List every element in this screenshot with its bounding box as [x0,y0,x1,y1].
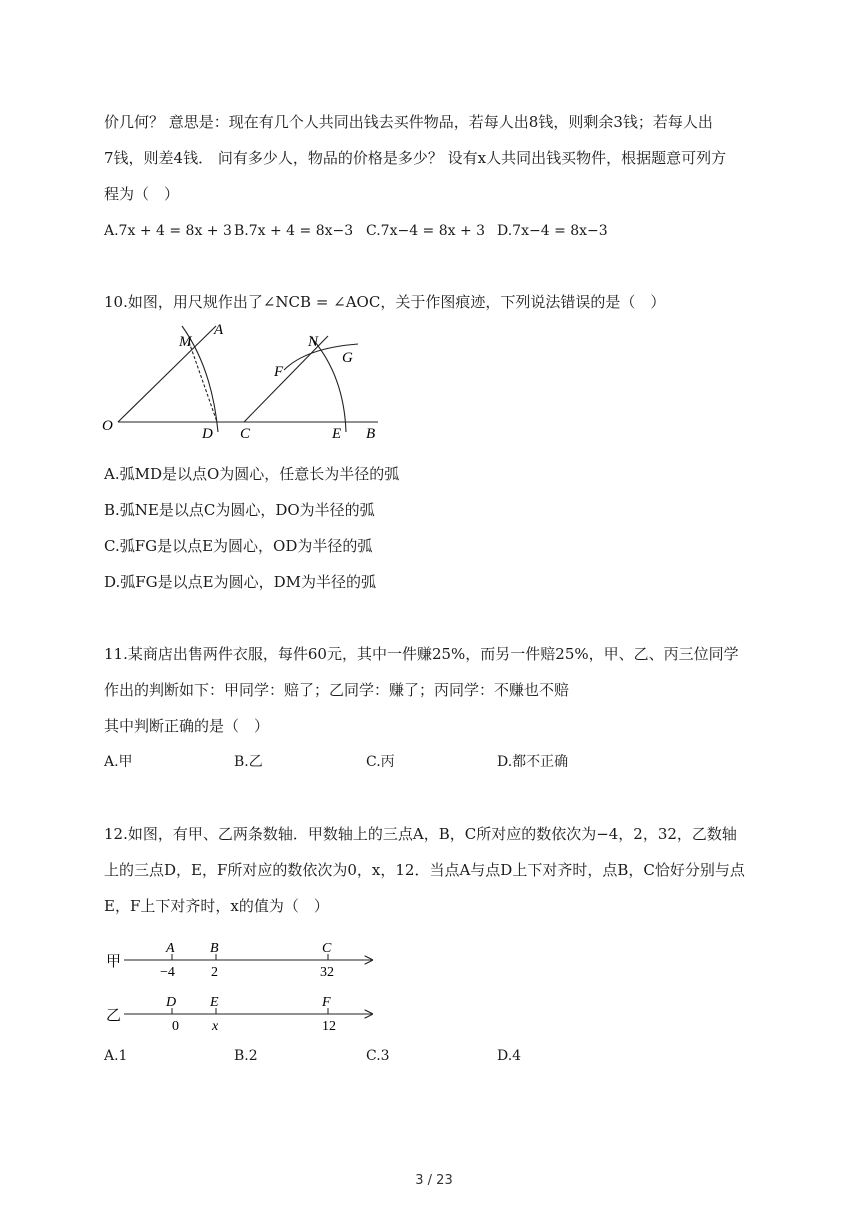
q9-line-1: 价几何？ 意思是：现在有几个人共同出钱去买件物品，若每人出8钱，则剩余3钱；若每人出 [104,113,713,131]
label-d: D [202,426,213,442]
q10-stem: 10.如图，用尺规作出了∠NCB = ∠AOC，关于作图痕迹，下列说法错误的是（ ） [104,293,666,311]
q9-option-c: C.7x−4 = 8x + 3 [366,223,486,239]
q10-option-c: C.弧FG是以点E为圆心，OD为半径的弧 [104,537,373,555]
q12-line-3: E，F上下对齐时，x的值为（ ） [104,897,329,915]
q11-option-b: B.乙 [234,754,263,770]
point-d-label: D [166,995,177,1010]
label-f: F [274,364,284,380]
axis-yi-name: 乙 [106,1008,122,1024]
q11-option-a: A.甲 [104,754,133,770]
q10-option-b: B.弧NE是以点C为圆心，DO为半径的弧 [104,501,375,519]
point-e-label: E [210,995,219,1010]
q9-line-3: 程为（ ） [104,185,180,203]
point-c-value: 32 [320,965,334,980]
ray-oa [118,326,216,422]
point-a-value: −4 [160,965,175,980]
q9-option-a: A.7x + 4 = 8x + 3 [104,223,232,239]
q11-line-2: 作出的判断如下：甲同学：赔了；乙同学：赚了；丙同学：不赚也不赔 [104,681,570,699]
dashed-md [189,342,217,422]
q12-line-2: 上的三点D，E，F所对应的数依次为0，x，12．当点A与点D上下对齐时，点B，C恰好分别与点 [104,861,745,879]
q9-option-b: B.7x + 4 = 8x−3 [234,223,354,239]
label-n: N [308,334,319,350]
label-a: A [214,322,224,338]
q10-construction-figure [96,318,396,448]
axis-jia-name: 甲 [106,954,122,970]
label-b: B [366,426,376,442]
q11-line-3: 其中判断正确的是（ ） [104,717,270,735]
point-e-value: x [212,1019,219,1034]
q10-option-d: D.弧FG是以点E为圆心，DM为半径的弧 [104,573,376,591]
label-c: C [240,426,251,442]
label-o: O [102,418,113,434]
point-f-value: 12 [322,1019,336,1034]
page-number: 3 / 23 [415,1173,453,1188]
q12-number-lines-figure [100,934,390,1034]
point-b-label: B [210,941,219,956]
label-e: E [332,426,342,442]
point-c-label: C [322,941,332,956]
q10-option-a: A.弧MD是以点O为圆心，任意长为半径的弧 [104,465,400,483]
q12-option-c: C.3 [366,1048,390,1064]
q12-option-b: B.2 [234,1048,258,1064]
label-m: M [179,334,192,350]
q12-line-1: 12.如图，有甲、乙两条数轴．甲数轴上的三点A，B，C所对应的数依次为−4，2，32，乙数轴 [104,825,737,843]
arc-ne [310,336,346,432]
q11-option-d: D.都不正确 [497,754,569,770]
q11-line-1: 11.某商店出售两件衣服，每件60元，其中一件赚25%，而另一件赔25%，甲、乙、丙三位同学 [104,645,739,663]
point-a-label: A [166,941,175,956]
point-b-value: 2 [211,965,218,980]
q9-option-d: D.7x−4 = 8x−3 [497,223,608,239]
point-f-label: F [322,995,331,1010]
q12-option-d: D.4 [497,1048,522,1064]
q12-option-a: A.1 [104,1048,128,1064]
q9-line-2: 7钱，则差4钱． 问有多少人，物品的价格是多少？ 设有x人共同出钱买物件，根据题意可列方 [104,149,727,167]
label-g: G [342,350,353,366]
point-d-value: 0 [172,1019,179,1034]
q11-option-c: C.丙 [366,754,395,770]
